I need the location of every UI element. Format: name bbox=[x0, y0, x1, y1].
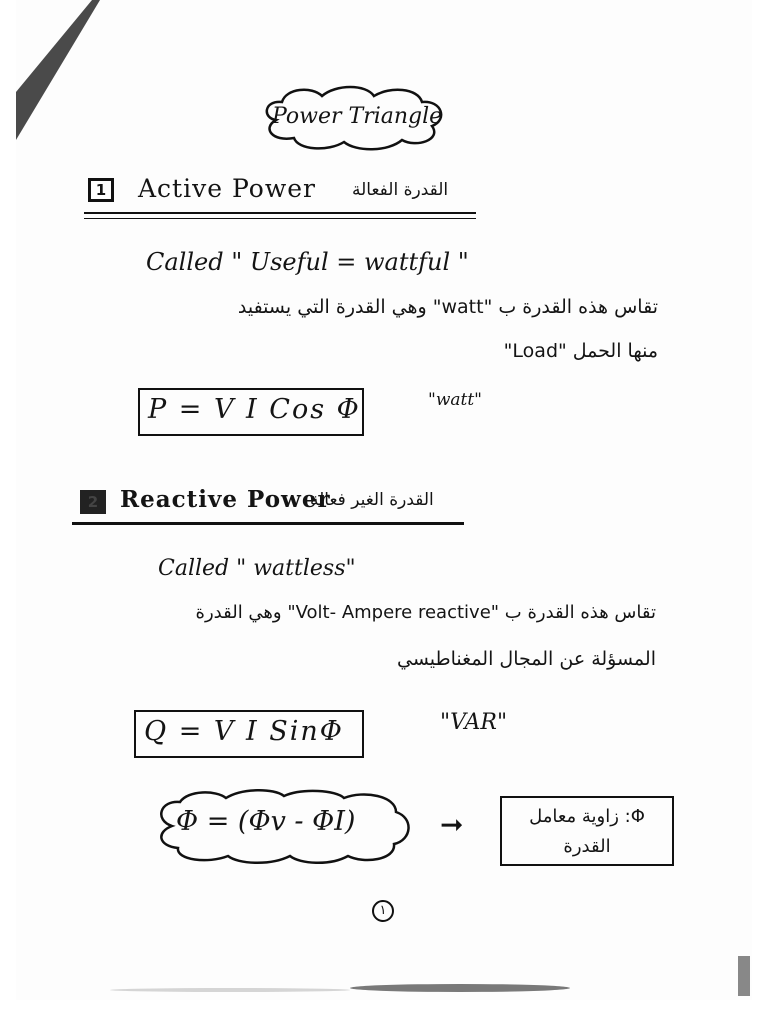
phase-angle-definition-line2: القدرة bbox=[563, 836, 611, 857]
phase-angle-equation: Φ = (Φv - ΦI) bbox=[176, 806, 356, 837]
active-power-formula: P = V I Cos Φ bbox=[148, 394, 361, 425]
active-called-text: Called " Useful = wattful " bbox=[146, 248, 469, 276]
reactive-power-heading-ar: القدرة الغير فعالة bbox=[310, 490, 434, 510]
active-power-formula-box bbox=[138, 388, 364, 436]
section-underline-1a bbox=[84, 212, 476, 214]
reactive-power-unit: "VAR" bbox=[440, 710, 508, 735]
active-description-line1: تقاس هذه القدرة ب "watt" وهي القدرة التي يستفيد bbox=[237, 296, 658, 318]
section-number-2: 2 bbox=[80, 490, 106, 514]
reactive-power-formula-box bbox=[134, 710, 364, 758]
phase-angle-definition-box bbox=[500, 796, 674, 866]
section-underline-2 bbox=[72, 522, 464, 525]
active-power-unit: "watt" bbox=[428, 390, 482, 410]
phase-angle-definition-line1: Φ: زاوية معامل bbox=[529, 806, 645, 827]
page-title: Power Triangle bbox=[272, 104, 443, 129]
reactive-called-text: Called " wattless" bbox=[158, 556, 356, 581]
section-underline-1b bbox=[84, 218, 476, 219]
page-number: ١ bbox=[372, 900, 394, 922]
section-number-1: 1 bbox=[88, 178, 114, 202]
active-power-heading-ar: القدرة الفعالة bbox=[352, 180, 449, 200]
reactive-description-line1: تقاس هذه القدرة ب "Volt- Ampere reactive" وهي القدرة bbox=[195, 602, 656, 623]
active-power-heading: Active Power bbox=[138, 174, 316, 203]
reactive-power-formula: Q = V I SinΦ bbox=[144, 716, 344, 747]
active-description-line2: منها الحمل "Load" bbox=[503, 340, 658, 362]
arrow-right-icon: ➞ bbox=[440, 808, 464, 841]
reactive-description-line2: المسؤلة عن المجال المغناطيسي bbox=[396, 648, 656, 670]
reactive-power-heading: Reactive Power bbox=[120, 486, 331, 513]
